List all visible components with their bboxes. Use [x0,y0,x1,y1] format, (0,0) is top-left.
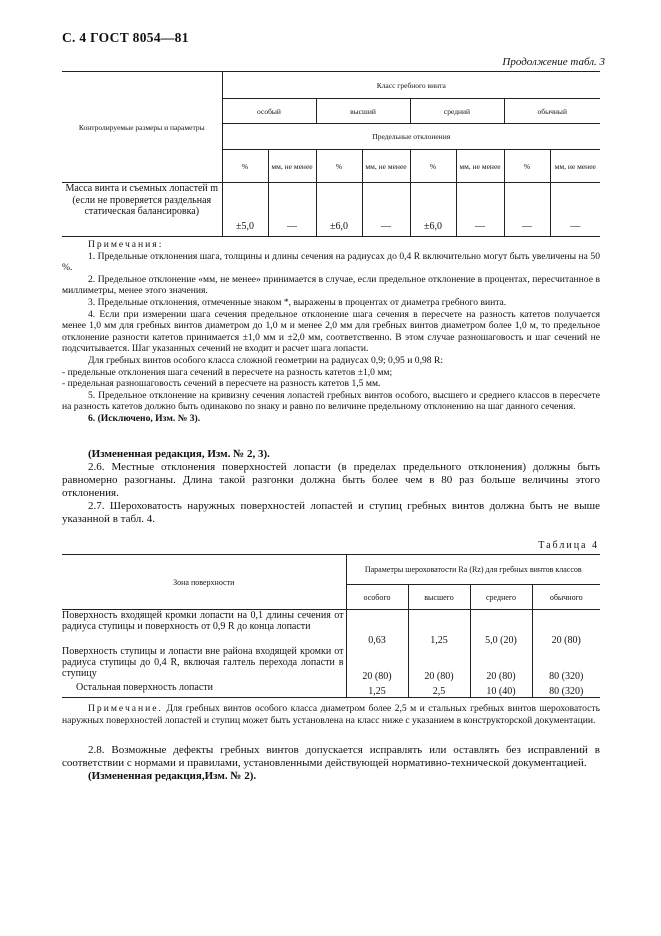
value-cell: 20 (80) [470,646,532,682]
value-cell: 0,63 [346,610,408,646]
table3-notes [62,239,600,425]
body-section [62,448,600,526]
value-cell: 1,25 [346,682,408,698]
value-cell: 5,0 (20) [470,610,532,646]
class-name: средний [410,99,504,124]
value-cell: — [268,183,316,237]
class-header: Класс гребного винта [222,72,600,99]
row-label: Масса винта и съемных лопастей m (если не проверяется раздельная статическая балансировка) [62,183,222,237]
zone-label: Поверхность ступицы и лопасти вне района входящей кромки от радиуса ступицы до 0,4 R, включая галтель перехода лопасти в ступицу [62,645,344,680]
unit-cell: мм, не менее [362,150,410,183]
class-name: обычный [504,99,600,124]
paragraph-2-7: 2.7. Шероховатость наружных поверхностей лопастей и ступиц гребных винтов должна быть не выше указанной в табл. 4. [62,500,600,525]
value-cell: 20 (80) [408,646,470,682]
note-item: - предельные отклонения шага сечений в пересчете на разность катетов ±1,0 мм; [62,366,393,378]
zone-header: Зона поверхности [62,555,346,610]
note-item: 4. Если при измерении шага сечения предельное отклонение шага сечения в пересчете на разность катетов получается менее 1,0 мм для гребных винтов диаметром до 1,0 м и менее 2,0 мм для гребных винтов диаметром более 1,0 м, то предельное отклонение разности катетов принимается ±1,0 мм и ±2,0 мм, соответственно. В этом случае разношаговость и шаг сечений не подсчитывается. Шаг указанных сечений не входит и расчет шага лопасти. [62,308,600,355]
zone-label: Остальная поверхность лопасти [62,682,346,698]
note-item: 1. Предельные отклонения шага, толщины и длины сечения на радиусах до 0,4 R включительно могут быть увеличены на 50 %. [62,250,600,274]
class-name: среднего [470,585,532,610]
class-name: обычного [532,585,600,610]
roughness-header: Параметры шероховатости Ra (Rz) для гребных винтов классов [346,555,600,585]
notes-title: Примечания: [88,239,164,250]
unit-cell: % [316,150,362,183]
body-section-2 [62,744,600,783]
paragraph-2-8: 2.8. Возможные дефекты гребных винтов допускается исправлять или оставлять без исправлений в соответствии с нормами и правилами, установленными действующей нормативно-технической документацией. [62,744,600,769]
note-item: 5. Предельное отклонение на кривизну сечения лопастей гребных винтов особого, высшего и среднего классов в пересчете на разность катетов должно быть одинаково по знаку и равно по величине предельному отклонению на шаг данного сечения. [62,389,600,413]
table-3 [62,71,600,237]
unit-cell: % [410,150,456,183]
table-4-caption: Таблица 4 [538,540,599,551]
table-4 [62,554,600,698]
value-cell: ±6,0 [410,183,456,237]
value-cell: 1,25 [408,610,470,646]
unit-cell: % [504,150,550,183]
revision-note: (Измененная редакция,Изм. № 2). [88,770,257,782]
value-cell: — [550,183,600,237]
class-name: высшего [408,585,470,610]
unit-cell: % [222,150,268,183]
value-cell: — [504,183,550,237]
zone-label: Поверхность входящей кромки лопасти на 0,1 длины сечения от радиуса ступицы и поверхность от 0,9 R до конца лопасти [62,610,344,633]
value-cell: 2,5 [408,682,470,698]
deviation-header: Предельные отклонения [222,124,600,150]
param-column-header: Контролируемые размеры и параметры [62,72,222,183]
unit-cell: мм, не менее [268,150,316,183]
value-cell: 80 (320) [532,646,600,682]
unit-cell: мм, не менее [550,150,600,183]
unit-cell: мм, не менее [456,150,504,183]
note-item: 3. Предельные отклонения, отмеченные знаком *, выражены в процентах от диаметра гребного винта. [88,296,507,308]
value-cell: ±6,0 [316,183,362,237]
value-cell: 20 (80) [346,646,408,682]
value-cell: — [456,183,504,237]
note-item: - предельная разношаговость сечений в пересчете на разность катетов 1,5 мм. [62,378,381,390]
value-cell: ±5,0 [222,183,268,237]
note-item: 6. (Исключено, Изм. № 3). [88,412,201,424]
paragraph-2-6: 2.6. Местные отклонения поверхностей лопасти (в пределах предельного отклонения) должны быть равномерно разогнаны. Длина такой разгонки должна быть более чем в 80 раз больше величины этого отклонения. [62,461,600,499]
class-name: особый [222,99,316,124]
value-cell: 80 (320) [532,682,600,698]
table-continuation-label: Продолжение табл. 3 [502,56,605,68]
class-name: высший [316,99,410,124]
value-cell: 10 (40) [470,682,532,698]
revision-note: (Измененная редакция, Изм. № 2, 3). [88,448,270,460]
value-cell: — [362,183,410,237]
note-item: Для гребных винтов особого класса сложной геометрии на радиусах 0,9; 0,95 и 0,98 R: [88,354,444,366]
table4-note [62,703,600,727]
value-cell: 20 (80) [532,610,600,646]
page-header: С. 4 ГОСТ 8054—81 [62,30,189,45]
class-name: особого [346,585,408,610]
note-text: Для гребных винтов особого класса диаметром более 2,5 м и стальных гребных винтов шероховатость наружных поверхностей лопастей и ступиц может быть установлена на класс ниже с указанием в конструкторской документации. [62,703,600,726]
note-item: 2. Предельное отклонение «мм, не менее» принимается в случае, если предельное отклонение в процентах, пересчитанное в миллиметры, менее этого значения. [62,273,600,297]
note-title: Примечание. [88,703,163,714]
